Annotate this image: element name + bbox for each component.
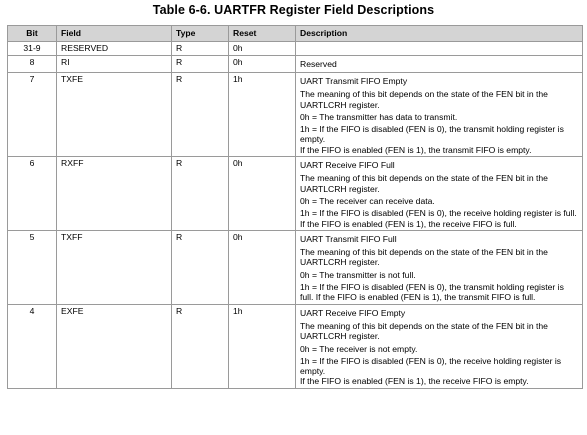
cell-bit: 7 [8,73,57,157]
cell-field: RXFF [57,157,172,231]
cell-reset: 0h [229,230,296,304]
cell-description [296,42,583,56]
description-line: 0h = The receiver is not empty. [300,343,418,354]
cell-type: R [172,304,229,388]
cell-reset: 0h [229,157,296,231]
cell-reset: 1h [229,304,296,388]
description-line: 1h = If the FIFO is disabled (FEN is 0), the transmit holding register is empty. [300,124,564,145]
cell-field: EXFE [57,304,172,388]
description-line: 1h = If the FIFO is disabled (FEN is 0), the receive holding register is full. [300,208,577,219]
cell-field: RI [57,56,172,73]
cell-bit: 8 [8,56,57,73]
table-row [8,56,583,73]
header-field: Field [57,26,172,42]
header-bit: Bit [8,26,57,42]
description-title: UART Transmit FIFO Empty [300,76,408,86]
table-header [8,26,583,42]
header-description: Description [296,26,583,42]
table-row [8,73,583,157]
cell-reset: 1h [229,73,296,157]
cell-reset: 0h [229,56,296,73]
description-line: Reserved [300,59,337,69]
cell-description [296,230,583,304]
description-line: The meaning of this bit depends on the state of the FEN bit in the UARTLCRH register. [300,89,548,110]
cell-description [296,56,583,73]
cell-reset: 0h [229,42,296,56]
description-title: UART Receive FIFO Empty [300,307,406,318]
description-line: If the FIFO is enabled (FEN is 1), the receive FIFO is full. [300,218,517,229]
table-title: Table 6-6. UARTFR Register Field Descriptions [152,3,435,17]
description-line: The meaning of this bit depends on the state of the FEN bit in the UARTLCRH register. [300,320,548,342]
cell-type: R [172,157,229,231]
cell-field: TXFF [57,230,172,304]
description-line: 1h = If the FIFO is disabled (FEN is 0), the transmit holding register is full. If the FIFO is enabled (FEN is 1), the transmit FIFO is full. [300,282,564,303]
description-line: The meaning of this bit depends on the state of the FEN bit in the UARTLCRH register. [300,247,548,268]
cell-type: R [172,42,229,56]
cell-bit: 5 [8,230,57,304]
description-line: If the FIFO is enabled (FEN is 1), the receive FIFO is empty. [300,376,529,387]
header-type: Type [172,26,229,42]
description-title: UART Transmit FIFO Full [300,233,397,244]
description-line: If the FIFO is enabled (FEN is 1), the transmit FIFO is empty. [300,144,532,155]
cell-bit: 4 [8,304,57,388]
table-row [8,157,583,231]
description-line: 0h = The transmitter is not full. [300,269,416,280]
cell-field: RESERVED [57,42,172,56]
description-title: UART Receive FIFO Full [300,160,395,171]
cell-bit: 6 [8,157,57,231]
cell-type: R [172,56,229,73]
cell-type: R [172,73,229,157]
cell-bit: 31-9 [8,42,57,56]
cell-field: TXFE [57,73,172,157]
cell-description [296,73,583,157]
description-line: 0h = The receiver can receive data. [300,195,435,206]
header-reset: Reset [229,26,296,42]
table-row [8,230,583,304]
description-line: The meaning of this bit depends on the state of the FEN bit in the UARTLCRH register. [300,173,548,194]
header-row [8,26,583,42]
cell-type: R [172,230,229,304]
cell-description [296,157,583,231]
register-field-table [7,25,583,389]
table-row [8,304,583,388]
description-line: 1h = If the FIFO is disabled (FEN is 0), the receive holding register is empty. [300,355,562,377]
cell-description [296,304,583,388]
table-body [8,42,583,389]
description-line: 0h = The transmitter has data to transmit. [300,111,458,122]
table-row [8,42,583,56]
